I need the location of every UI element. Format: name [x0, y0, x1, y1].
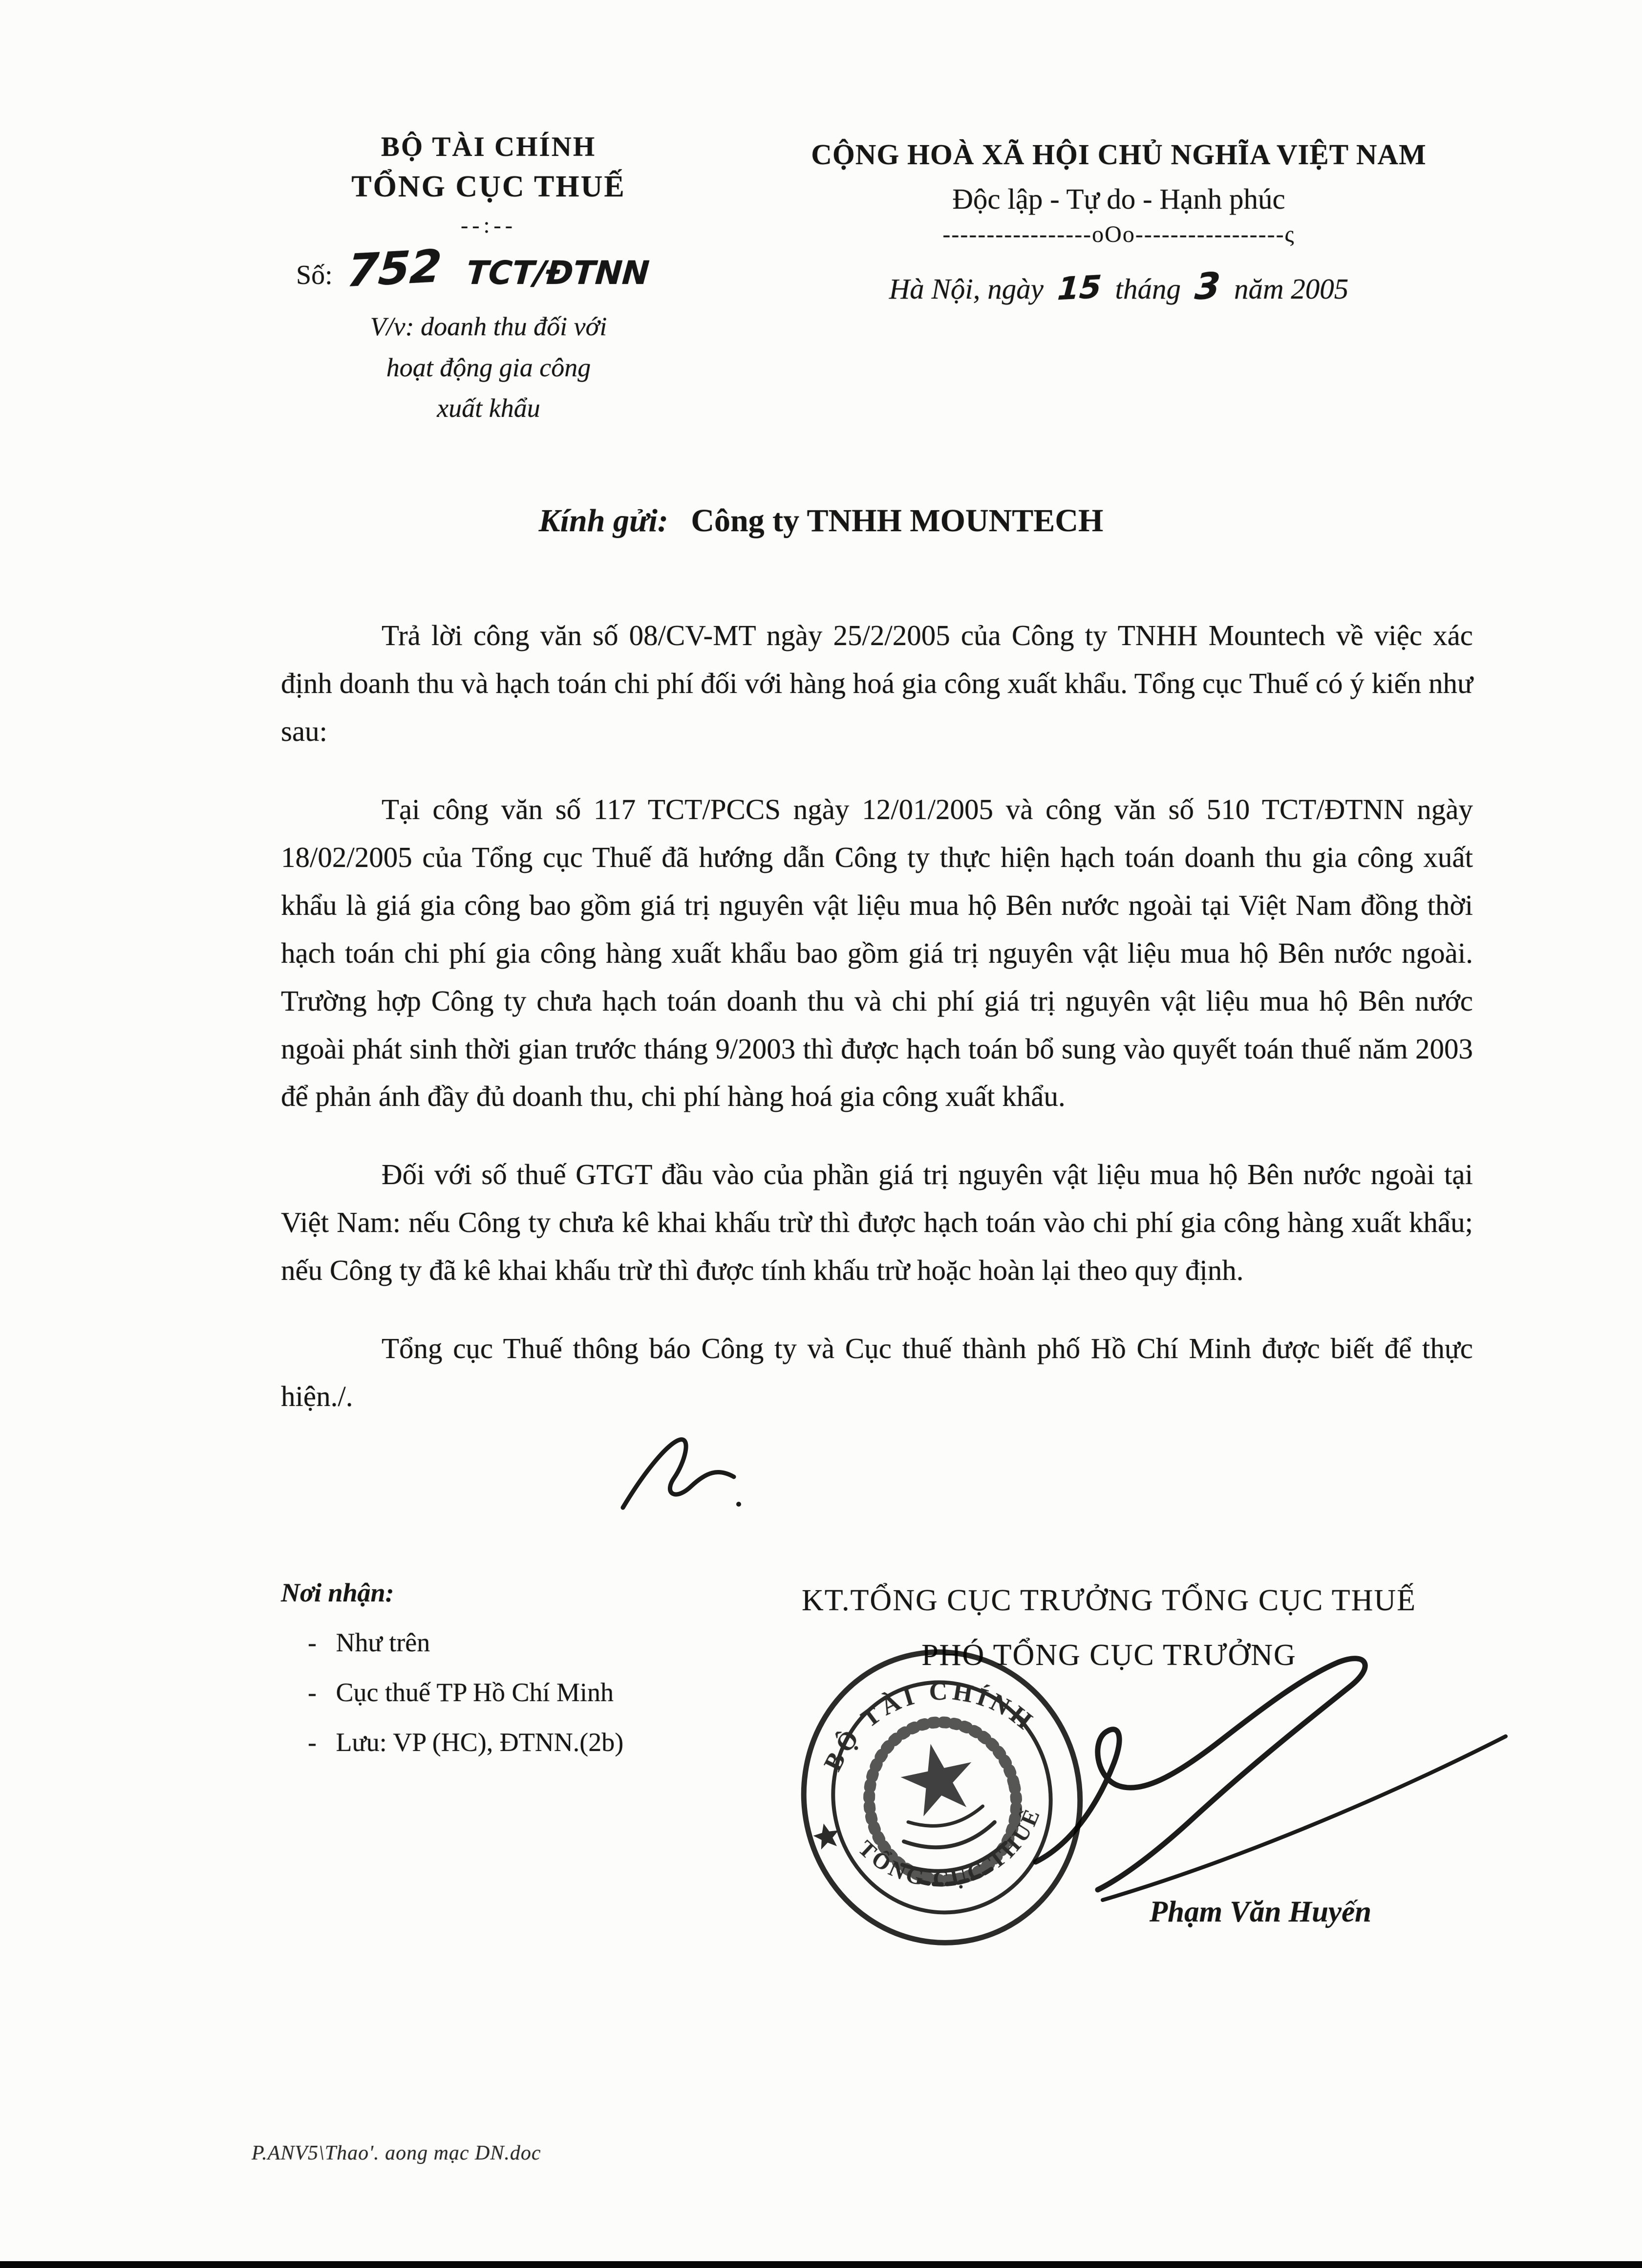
- subject-line-2: hoạt động gia công: [386, 352, 591, 382]
- national-motto: Độc lập - Tự do - Hạnh phúc: [952, 183, 1285, 215]
- scan-edge-bar: [0, 2261, 1642, 2268]
- salutation-label: Kính gửi:: [538, 503, 668, 539]
- date-day-handwritten: 15: [1056, 269, 1103, 308]
- place-date-line: [713, 265, 1524, 307]
- issuer-separator: --:--: [460, 213, 517, 238]
- issuer-department: TỔNG CỤC THUẾ: [351, 170, 626, 203]
- letter-body: [281, 612, 1473, 1451]
- motto-divider: -----------------oOo-----------------ς: [942, 221, 1295, 247]
- recipients-label: Nơi nhận:: [281, 1578, 394, 1607]
- date-prefix: Hà Nội, ngày: [889, 273, 1044, 305]
- signer-title-line-1: KT.TỔNG CỤC TRƯỞNG TỔNG CỤC THUẾ: [802, 1584, 1416, 1617]
- signer-title-line-2: PHÓ TỔNG CỤC TRƯỞNG: [921, 1639, 1297, 1672]
- issuer-block: [293, 131, 684, 429]
- body-paragraph-3: Đối với số thuế GTGT đầu vào của phần giá trị nguyên vật liệu mua hộ Bên nước ngoài tại Việt Nam: nếu Công ty chưa kê khai khấu trừ thì được hạch toán vào chi phí gia công hàng xuất khẩu; nếu Công ty đã kê khai khấu trừ thì được tính khấu trừ hoặc hoàn lại theo quy định.: [281, 1158, 1473, 1287]
- signature-stroke-icon: [958, 1632, 1534, 1925]
- ref-code-handwritten: TCT/ĐTNN: [465, 254, 651, 292]
- date-thang: tháng: [1115, 273, 1181, 305]
- seal-top-text: BỘ TÀI CHÍNH: [818, 1677, 1041, 1776]
- initial-squiggle-icon: [611, 1427, 757, 1530]
- body-paragraph-4: Tổng cục Thuế thông báo Công ty và Cục thuế thành phố Hồ Chí Minh được biết để thực hiện./.: [281, 1332, 1473, 1413]
- body-paragraph-2: Tại công văn số 117 TCT/PCCS ngày 12/01/2005 và công văn số 510 TCT/ĐTNN ngày 18/02/2005 của Tổng cục Thuế đã hướng dẫn Công ty thực hiện hạch toán doanh thu gia công xuất khẩu là giá gia công bao gồm giá trị nguyên vật liệu mua hộ Bên nước ngoài tại Việt Nam đồng thời hạch toán chi phí gia công hàng xuất khẩu bao gồm giá trị nguyên vật liệu mua hộ Bên nước ngoài. Trường hợp Công ty chưa hạch toán doanh thu và chi phí giá trị nguyên vật liệu mua hộ Bên nước ngoài phát sinh thời gian trước tháng 9/2003 thì được hạch toán bổ sung vào quyết toán thuế năm 2003 để phản ánh đầy đủ doanh thu, chi phí hàng hoá gia công xuất khẩu.: [281, 793, 1473, 1113]
- recipient-item: - Cục thuế TP Hồ Chí Minh: [281, 1677, 623, 1707]
- seal-bottom-text: TỔNG CỤC THUẾ: [853, 1803, 1046, 1892]
- national-header-block: [713, 138, 1524, 307]
- ref-number-handwritten: 752: [345, 240, 444, 297]
- signature: [958, 1632, 1534, 1925]
- country-title: CỘNG HOÀ XÃ HỘI CHỦ NGHĨA VIỆT NAM: [811, 138, 1427, 171]
- subject-block: [293, 306, 684, 429]
- issuer-ministry: BỘ TÀI CHÍNH: [381, 131, 597, 162]
- subject-line-3: xuất khẩu: [437, 393, 540, 423]
- salutation-recipient: Công ty TNHH MOUNTECH: [691, 503, 1104, 539]
- date-suffix: năm 2005: [1234, 273, 1349, 305]
- subject-line-1: V/v: doanh thu đối với: [370, 312, 607, 341]
- recipient-item: - Như trên: [281, 1627, 623, 1658]
- reference-number-line: [293, 240, 684, 297]
- signer-name: Phạm Văn Huyến: [1149, 1896, 1372, 1928]
- date-month-handwritten: 3: [1193, 264, 1222, 308]
- body-paragraph-1: Trả lời công văn số 08/CV-MT ngày 25/2/2005 của Công ty TNHH Mountech về việc xác định doanh thu và hạch toán chi phí đối với hàng hoá gia công xuất khẩu. Tổng cục Thuế có ý kiến như sau:: [281, 619, 1473, 747]
- recipient-item: - Lưu: VP (HC), ĐTNN.(2b): [281, 1727, 623, 1757]
- ref-label: Số:: [296, 260, 333, 290]
- salutation-line: [0, 502, 1642, 540]
- recipients-block: [281, 1577, 623, 1757]
- handwritten-initial-mark: [611, 1427, 757, 1530]
- file-path-note: P.ANV5\Thao'. aong mạc DN.doc: [252, 2142, 541, 2164]
